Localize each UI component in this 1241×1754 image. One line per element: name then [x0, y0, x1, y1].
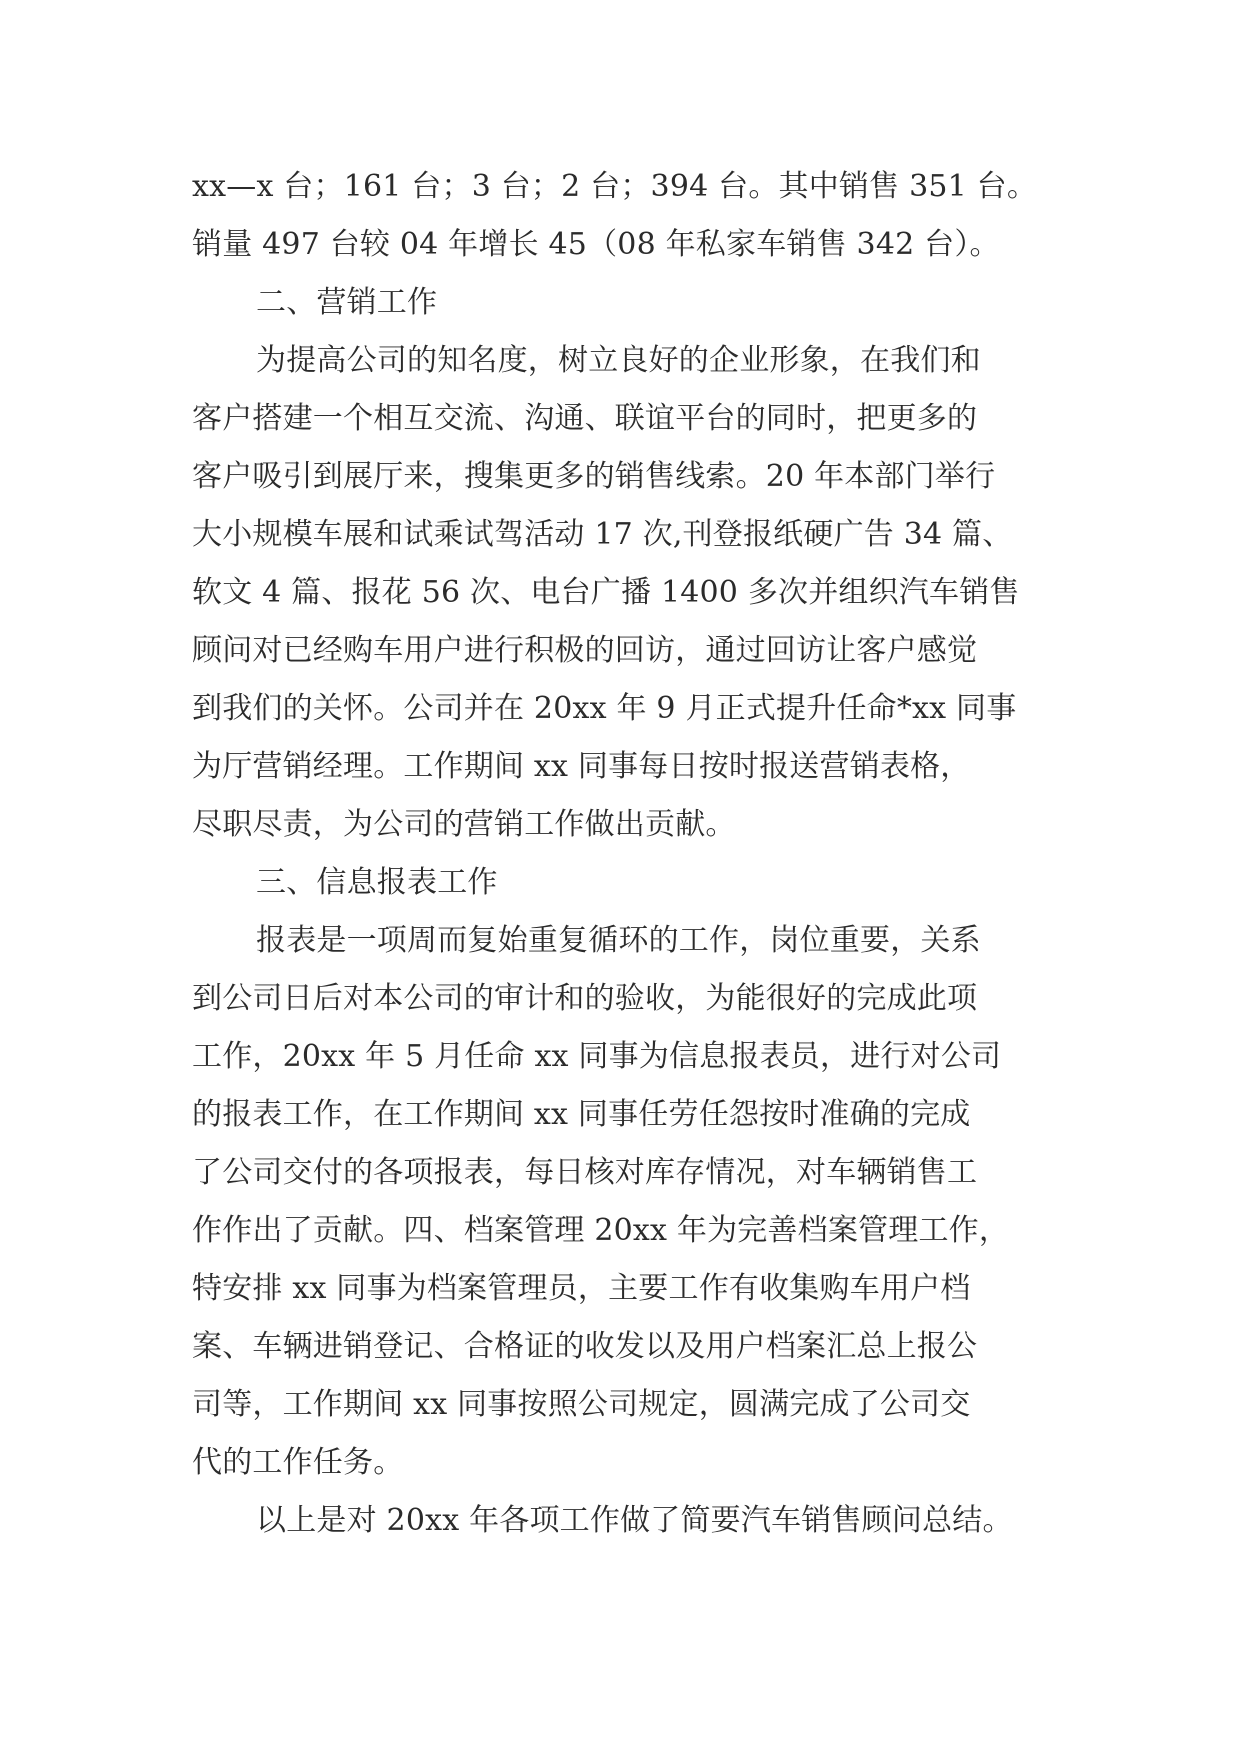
- paragraph-line: 特安排 xx 同事为档案管理员，主要工作有收集购车用户档: [192, 1271, 971, 1306]
- paragraph-line: 司等，工作期间 xx 同事按照公司规定，圆满完成了公司交: [192, 1387, 971, 1422]
- paragraph-line: 尽职尽责，为公司的营销工作做出贡献。: [192, 807, 736, 842]
- paragraph-line: 到我们的关怀。公司并在 20xx 年 9 月正式提升任命*xx 同事: [192, 691, 1017, 726]
- paragraph-line: 以上是对 20xx 年各项工作做了简要汽车销售顾问总结。: [256, 1503, 1013, 1538]
- paragraph-line: 销量 497 台较 04 年增长 45（08 年私家车销售 342 台）。: [192, 227, 1000, 262]
- paragraph-line: 作作出了贡献。四、档案管理 20xx 年为完善档案管理工作，: [192, 1213, 1010, 1248]
- paragraph-line: 工作，20xx 年 5 月任命 xx 同事为信息报表员，进行对公司: [192, 1039, 1002, 1074]
- paragraph-line: 客户吸引到展厅来，搜集更多的销售线索。20 年本部门举行: [192, 459, 996, 494]
- paragraph-line: 的报表工作，在工作期间 xx 同事任劳任怨按时准确的完成: [192, 1097, 971, 1132]
- paragraph-line: 软文 4 篇、报花 56 次、电台广播 1400 多次并组织汽车销售: [192, 575, 1020, 610]
- document-body: [192, 158, 1072, 1550]
- paragraph-line: 到公司日后对本公司的审计和的验收，为能很好的完成此项: [192, 981, 978, 1016]
- section-heading: 三、信息报表工作: [256, 865, 498, 900]
- paragraph-line: 代的工作任务。: [192, 1445, 404, 1480]
- paragraph-line: 客户搭建一个相互交流、沟通、联谊平台的同时，把更多的: [192, 401, 978, 436]
- paragraph-line: 大小规模车展和试乘试驾活动 17 次,刊登报纸硬广告 34 篇、: [192, 517, 1013, 552]
- paragraph-line: 为厅营销经理。工作期间 xx 同事每日按时报送营销表格，: [192, 749, 971, 784]
- paragraph-line: xx—x 台；161 台；3 台；2 台；394 台。其中销售 351 台。: [192, 169, 1038, 204]
- paragraph-line: 了公司交付的各项报表，每日核对库存情况，对车辆销售工: [192, 1155, 978, 1190]
- paragraph-line: 报表是一项周而复始重复循环的工作，岗位重要，关系: [256, 923, 981, 958]
- section-heading: 二、营销工作: [256, 285, 438, 320]
- paragraph-line: 顾问对已经购车用户进行积极的回访，通过回访让客户感觉: [192, 633, 978, 668]
- paragraph-line: 为提高公司的知名度，树立良好的企业形象，在我们和: [256, 343, 981, 378]
- paragraph-line: 案、车辆进销登记、合格证的收发以及用户档案汇总上报公: [192, 1329, 978, 1364]
